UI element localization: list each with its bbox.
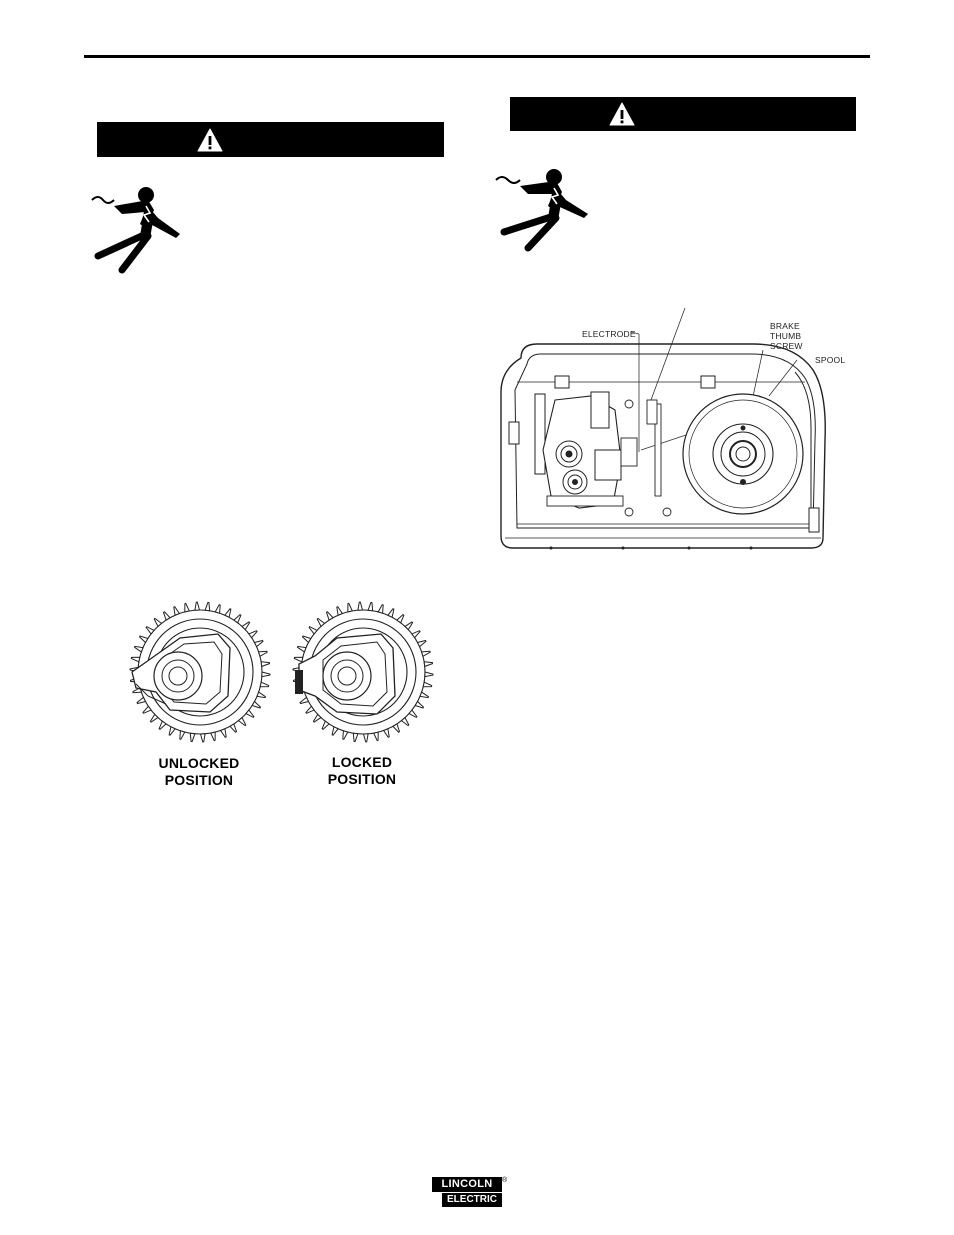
gear-tooth [306, 706, 314, 713]
gear-tooth [378, 605, 383, 614]
gear-tooth [185, 603, 190, 612]
gear-tooth [221, 729, 227, 738]
gear-tooth [303, 636, 311, 643]
gear-tooth [409, 710, 417, 717]
gear-tooth [255, 641, 264, 647]
gear-tooth [257, 692, 266, 698]
lincoln-electric-logo: LINCOLN ELECTRIC ® [432, 1177, 510, 1210]
gear-tooth [348, 603, 353, 612]
gear-tooth [205, 602, 210, 610]
gear-tooth [415, 702, 423, 709]
gear-tooth [405, 622, 413, 630]
gear-tooth [317, 618, 324, 626]
gear-tooth [260, 682, 269, 687]
gear-tooth [259, 651, 268, 656]
gear-tooth [135, 646, 144, 652]
gear-tooth [368, 602, 373, 610]
electrode-callout: ELECTRODE [582, 329, 636, 339]
gear-tooth [420, 692, 429, 698]
gear-tooth [402, 718, 409, 726]
gear-tooth [150, 714, 158, 722]
gear-tooth [298, 646, 307, 652]
gear-tooth [262, 672, 270, 677]
gear-tooth [252, 702, 260, 709]
gear-tooth [143, 706, 151, 713]
gear-tooth [309, 627, 317, 634]
spool-callout: SPOOL [815, 355, 846, 365]
gear-tooth [180, 731, 185, 740]
gear-tooth [164, 612, 171, 620]
brake-thumb-screw-callout: BRAKE THUMB SCREW [770, 321, 803, 351]
gear-tooth [195, 602, 200, 610]
top-rule [84, 55, 870, 58]
gear-tooth [313, 714, 321, 722]
gear-tooth [343, 731, 348, 740]
warning-triangle-icon [197, 128, 223, 152]
gear-tooth [353, 733, 358, 741]
gear-tooth [424, 662, 432, 667]
gear-tooth [261, 662, 269, 667]
unlocked-position-label: UNLOCKED POSITION [158, 755, 240, 788]
gear-tooth [154, 618, 161, 626]
gear-tooth [425, 672, 433, 677]
gear-tooth [140, 636, 148, 643]
gear-tooth [230, 724, 237, 732]
gear-tooth [249, 631, 257, 638]
electric-shock-icon [88, 186, 184, 276]
gear-tooth [146, 627, 154, 634]
gear-tooth [322, 721, 329, 729]
gear-tooth [239, 718, 246, 726]
gear-tooth [169, 727, 175, 735]
gear-tooth [374, 732, 379, 741]
gear-tooth [393, 724, 400, 732]
gear-tooth [159, 721, 166, 729]
gear-tooth [388, 609, 394, 617]
gear-tooth [358, 602, 363, 610]
electric-shock-icon [492, 168, 592, 254]
gear-tooth [174, 607, 180, 616]
gear-tooth [225, 609, 231, 617]
gear-tooth [422, 651, 431, 656]
gear-tooth [215, 605, 220, 614]
gear-tooth [242, 622, 250, 630]
gear-unlocked-figure [118, 600, 278, 750]
gear-tooth [332, 727, 338, 735]
gear-tooth [201, 734, 206, 742]
warning-triangle-icon [609, 102, 635, 126]
gear-tooth [364, 734, 369, 742]
locked-position-label: LOCKED POSITION [327, 754, 397, 787]
gear-tooth [337, 607, 343, 616]
gear-tooth [412, 631, 420, 638]
gear-tooth [137, 697, 146, 703]
gear-tooth [211, 732, 216, 741]
gear-tooth [384, 729, 390, 738]
gear-tooth [234, 615, 241, 623]
gear-tooth [418, 641, 427, 647]
gear-tooth [327, 612, 334, 620]
gear-locked-figure [285, 600, 445, 750]
gear-tooth [246, 710, 254, 717]
warning-bar-right [510, 97, 856, 131]
warning-bar-left [97, 122, 444, 157]
gear-tooth [294, 657, 303, 662]
gear-tooth [423, 682, 432, 687]
gear-tooth [190, 733, 195, 741]
gear-tooth [397, 615, 404, 623]
gear-tooth [131, 657, 140, 662]
gear-tooth [300, 697, 309, 703]
